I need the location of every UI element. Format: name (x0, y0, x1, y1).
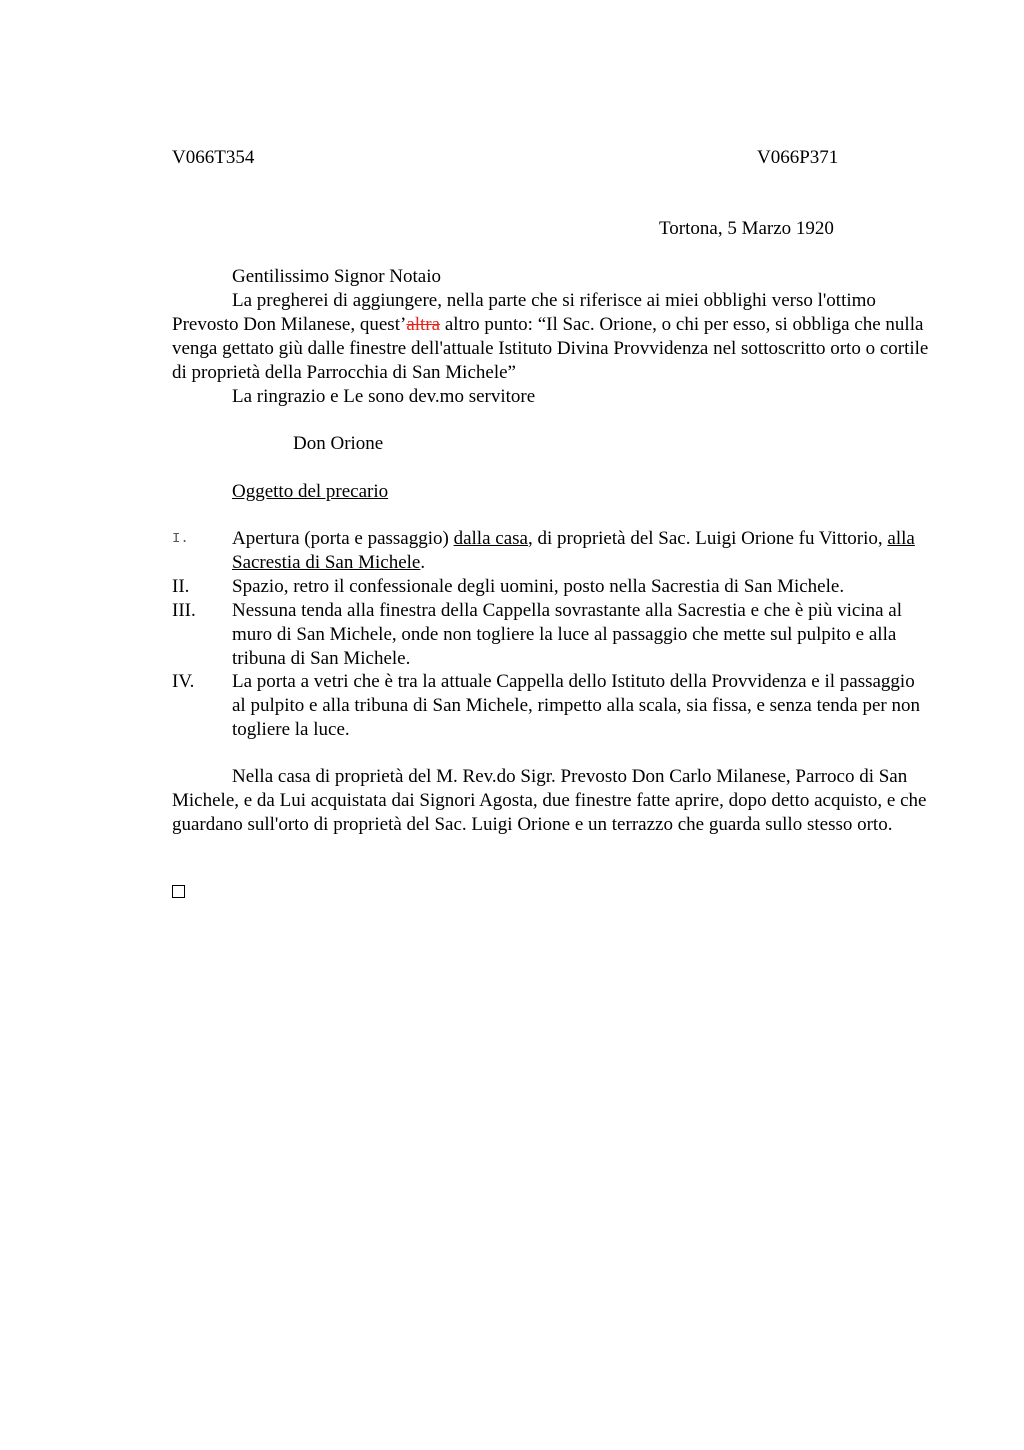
list-text-part: , di proprietà del Sac. Luigi Orione fu Vittorio, (527, 528, 888, 549)
salutation: Gentilissimo Signor Notaio (232, 266, 441, 287)
list-text: La porta a vetri che è tra la attuale Cappella dello Istituto della Provvidenza e il passaggio al pulpito e alla tribuna di San Michele, rimpetto alla scala, sia fissa, e senza tenda per non togliere la luce. (232, 671, 920, 740)
checkbox[interactable] (172, 885, 185, 898)
list-number: I. (172, 531, 189, 547)
list-number: II. (172, 576, 190, 597)
list-text (232, 527, 932, 575)
final-paragraph (172, 765, 932, 837)
list-number: IV. (172, 671, 195, 692)
document-code-left: V066T354 (172, 147, 255, 168)
letter-date: Tortona, 5 Marzo 1920 (659, 218, 834, 239)
letter-body (172, 265, 932, 409)
list-text-part: . (420, 552, 426, 573)
list-item (172, 670, 932, 742)
list-item (172, 527, 932, 575)
letter-text-part: La pregherei di aggiungere, nella parte che si riferisce ai miei obblighi verso l'ottimo Prevosto Don Milanese, quest’ (172, 290, 876, 335)
final-paragraph-text: Nella casa di proprietà del M. Rev.do Sigr. Prevosto Don Carlo Milanese, Parroco di San Michele, e da Lui acquistata dai Signori Agosta, due finestre fatte aprire, dopo detto acquisto, e che guardano sull'orto di proprietà del Sac. Luigi Orione e un terrazzo che guarda sullo stesso orto. (172, 766, 927, 835)
signature: Don Orione (293, 433, 384, 454)
underlined-text: alla Sacrestia di San Michele (232, 528, 915, 573)
list-number: III. (172, 600, 196, 621)
letter-paragraph (172, 289, 932, 385)
list-text: Spazio, retro il confessionale degli uomini, posto nella Sacrestia di San Michele. (232, 576, 845, 597)
list-text-part: Apertura (porta e passaggio) (232, 528, 454, 549)
underlined-text: dalla casa (453, 528, 528, 549)
list-item (172, 575, 932, 599)
letter-text-part: altro punto: “Il Sac. Orione, o chi per esso, si obbliga che nulla venga gettato giù dalle finestre dell'attuale Istituto Divina Provvidenza nel sottoscritto orto o cortile di proprietà della Parrocchia di San Michele” (172, 314, 929, 383)
section-title: Oggetto del precario (232, 481, 389, 502)
letter-closing: La ringrazio e Le sono dev.mo servitore (232, 386, 536, 407)
document-code-right: V066P371 (757, 147, 839, 168)
list-item (172, 599, 932, 671)
list-text: Nessuna tenda alla finestra della Cappella sovrastante alla Sacrestia e che è più vicina al muro di San Michele, onde non togliere la luce al passaggio che mette sul pulpito e alla tribuna di San Michele. (232, 600, 902, 669)
struck-word: altra (406, 314, 441, 335)
